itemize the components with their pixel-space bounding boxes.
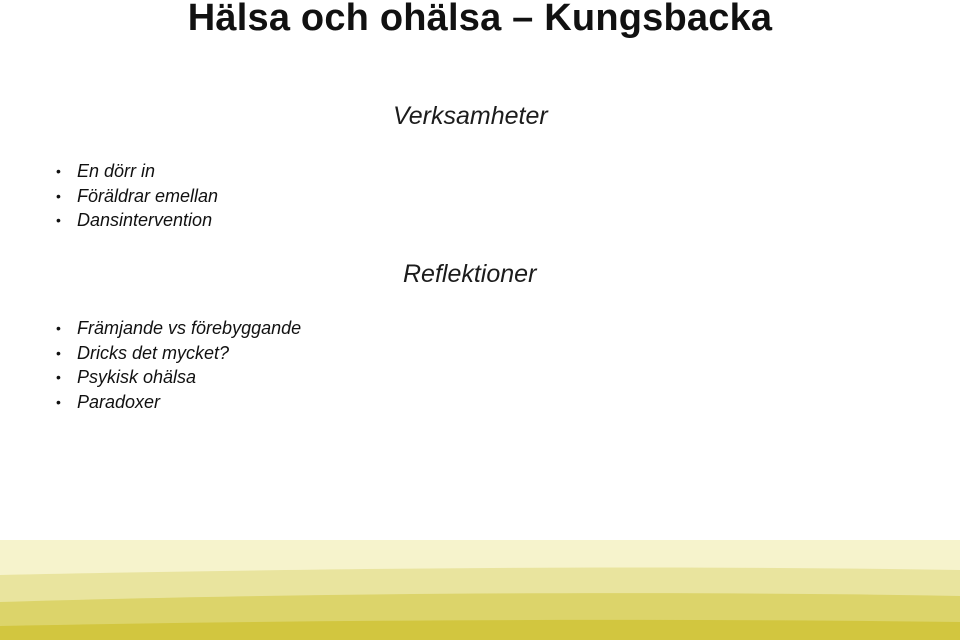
bullet-icon: • (56, 393, 61, 410)
list-item-text: Föräldrar emellan (77, 185, 219, 206)
slide-title: Hälsa och ohälsa – Kungsbacka (187, 0, 773, 39)
bullet-icon: • (56, 163, 61, 179)
list-item (56, 316, 301, 341)
bullet-icon: • (56, 212, 61, 228)
bullet-icon: • (56, 369, 61, 385)
list-item (56, 390, 301, 415)
list-item (56, 159, 218, 184)
list-item-text: En dörr in (77, 161, 156, 181)
list-item (56, 208, 218, 233)
reflektioner-list (56, 316, 301, 414)
list-item-text: Dricks det mycket? (77, 342, 230, 363)
decorative-footer-bands (0, 540, 960, 640)
list-item-text: Främjande vs förebyggande (77, 318, 302, 338)
reflektioner-heading: Reflektioner (403, 260, 537, 288)
list-item (56, 184, 218, 209)
verksamheter-heading: Verksamheter (393, 102, 548, 130)
bullet-icon: • (56, 187, 61, 204)
bullet-icon: • (56, 320, 61, 336)
verksamheter-list (56, 159, 218, 233)
list-item-text: Paradoxer (77, 391, 161, 412)
list-item-text: Dansintervention (77, 210, 213, 230)
bullet-icon: • (56, 344, 61, 361)
list-item-text: Psykisk ohälsa (77, 367, 197, 387)
list-item (56, 341, 301, 366)
list-item (56, 365, 301, 390)
